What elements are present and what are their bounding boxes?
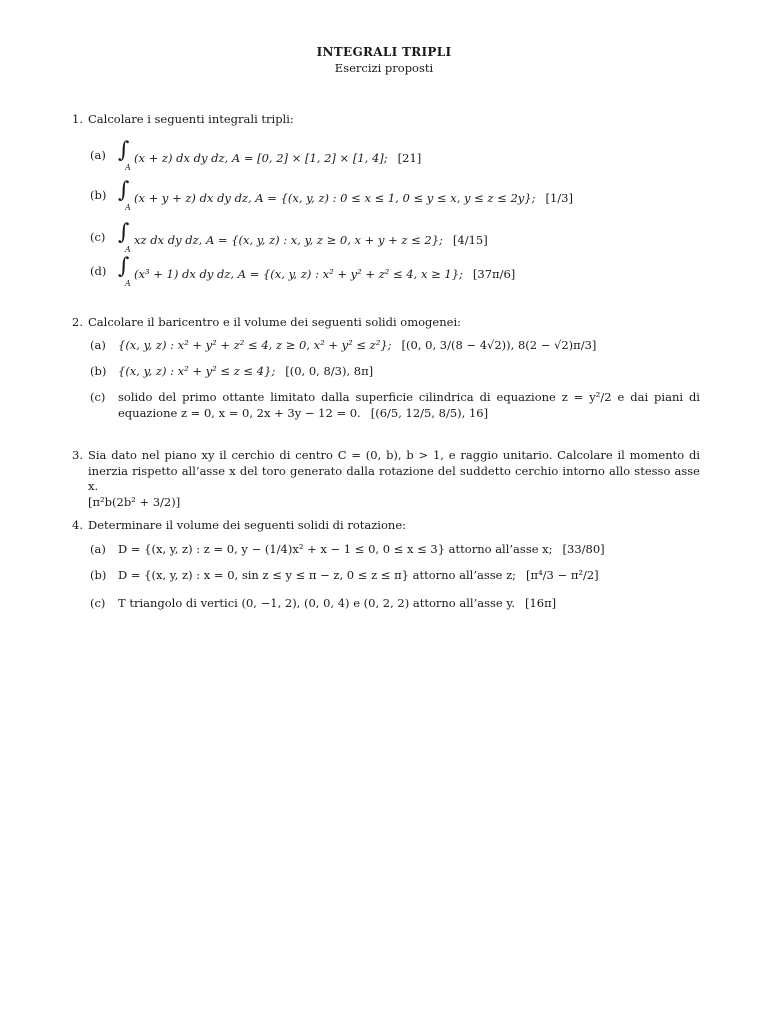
- problem-2-item-b: [90, 364, 700, 380]
- problem-number: 2.: [72, 315, 83, 329]
- problem-1-item-b: [90, 178, 700, 212]
- item-expression: solido del primo ottante limitato dalla superficie cilindrica di equazione z = y²/2 e dai piani di equazione z = 0, x = 0, 2x + 3y − 12 = 0.: [118, 390, 700, 420]
- problem-4-item-c: [90, 596, 700, 612]
- item-expression: xz dx dy dz, A = {(x, y, z) : x, y, z ≥ 0, x + y + z ≤ 2};: [134, 233, 443, 247]
- item-answer: [(6/5, 12/5, 8/5), 16]: [370, 405, 489, 420]
- document-header: [0, 44, 768, 77]
- problem-text: Sia dato nel piano xy il cerchio di centro C = (0, b), b > 1, e raggio unitario. Calcolare il momento di inerzia rispetto all’asse x del toro generato dalla rotazione del suddetto cerchio intorno allo stesso asse x.: [88, 448, 700, 494]
- item-label: (c): [90, 390, 106, 404]
- item-expression: {(x, y, z) : x² + y² ≤ z ≤ 4};: [118, 364, 276, 378]
- problem-text: Calcolare il baricentro e il volume dei seguenti solidi omogenei:: [88, 315, 461, 329]
- problem-answer: [π²b(2b² + 3/2)]: [88, 494, 181, 509]
- item-label: (c): [90, 596, 106, 610]
- item-label: (a): [90, 148, 106, 162]
- item-answer: [4/15]: [452, 233, 488, 247]
- page-title: INTEGRALI TRIPLI: [316, 45, 452, 59]
- problem-4-item-a: [90, 542, 700, 558]
- problem-number: 3.: [72, 448, 83, 462]
- integral-sign-icon: ∫ A: [118, 254, 131, 288]
- item-answer: [π⁴/3 − π²/2]: [526, 568, 599, 582]
- problem-number: 4.: [72, 518, 83, 532]
- item-expression: {(x, y, z) : x² + y² + z² ≤ 4, z ≥ 0, x² + y² ≤ z²};: [118, 338, 392, 352]
- problem-3: [72, 448, 700, 510]
- item-answer: [(0, 0, 8/3), 8π]: [285, 364, 374, 378]
- item-expression: (x + y + z) dx dy dz, A = {(x, y, z) : 0 ≤ x ≤ 1, 0 ≤ y ≤ x, y ≤ z ≤ 2y};: [134, 191, 536, 205]
- problem-number: 1.: [72, 112, 83, 126]
- page-subtitle: Esercizi proposti: [334, 61, 434, 76]
- item-label: (c): [90, 230, 106, 244]
- problem-1-item-d: [90, 254, 700, 288]
- item-answer: [33/80]: [562, 542, 605, 556]
- item-label: (b): [90, 364, 107, 378]
- integral-sign-icon: ∫ A: [118, 220, 131, 254]
- item-expression: (x³ + 1) dx dy dz, A = {(x, y, z) : x² + y² + z² ≤ 4, x ≥ 1};: [134, 267, 463, 281]
- item-label: (b): [90, 568, 107, 582]
- problem-4-item-b: [90, 568, 700, 584]
- problem-text: Calcolare i seguenti integrali tripli:: [88, 112, 294, 126]
- problem-4: [72, 518, 700, 534]
- problem-1: [72, 112, 700, 128]
- item-answer: [16π]: [524, 596, 557, 610]
- problem-2-item-c: [90, 390, 700, 421]
- problem-2: [72, 315, 700, 331]
- item-answer: [37π/6]: [472, 267, 516, 281]
- problem-1-item-c: [90, 220, 700, 254]
- item-label: (a): [90, 338, 106, 352]
- item-expression: D = {(x, y, z) : x = 0, sin z ≤ y ≤ π − z, 0 ≤ z ≤ π} attorno all’asse z;: [118, 568, 517, 582]
- item-answer: [21]: [397, 151, 422, 165]
- item-expression: D = {(x, y, z) : z = 0, y − (1/4)x² + x − 1 ≤ 0, 0 ≤ x ≤ 3} attorno all’asse x;: [118, 542, 553, 556]
- item-answer: [(0, 0, 3/(8 − 4√2)), 8(2 − √2)π/3]: [401, 338, 597, 352]
- item-label: (d): [90, 264, 107, 278]
- problem-text: Determinare il volume dei seguenti solidi di rotazione:: [88, 518, 406, 532]
- integral-sign-icon: ∫ A: [118, 178, 131, 212]
- item-expression: T triangolo di vertici (0, −1, 2), (0, 0, 4) e (0, 2, 2) attorno all’asse y.: [118, 596, 515, 610]
- item-label: (a): [90, 542, 106, 556]
- problem-2-item-a: [90, 338, 700, 354]
- problem-1-item-a: [90, 138, 700, 172]
- integral-sign-icon: ∫ A: [118, 138, 131, 172]
- item-expression: (x + z) dx dy dz, A = [0, 2] × [1, 2] × [1, 4];: [134, 151, 388, 165]
- item-label: (b): [90, 188, 107, 202]
- item-answer: [1/3]: [545, 191, 573, 205]
